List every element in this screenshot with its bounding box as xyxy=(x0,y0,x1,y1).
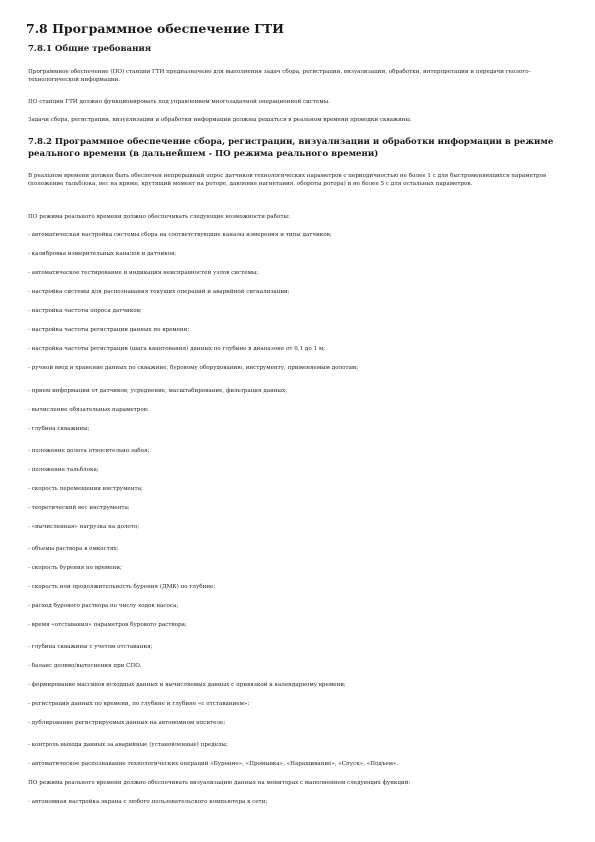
list-item: - контроль выхода данных за аварийные (установленные) пределы; xyxy=(28,742,228,748)
paragraph-781-3: Задачи сбора, регистрации, визуализации и обработки информации должны решаться в реальном времени проводки скважины. xyxy=(28,117,412,123)
list-item: - расход бурового раствора по числу ходов насоса; xyxy=(28,603,179,609)
list-item: - прием информации от датчиков, усреднение, масштабирование, фильтрация данных; xyxy=(28,388,288,394)
section-title: 7.8 Программное обеспечение ГТИ xyxy=(26,21,284,36)
list-item: - калибровка измерительных каналов и датчиков; xyxy=(28,251,177,257)
list-item: - положение тальблока; xyxy=(28,467,99,473)
subsection-heading-781: 7.8.1 Общие требования xyxy=(28,44,152,54)
list-item: - настройка системы для распознавания текущих операций и аварийной сигнализации; xyxy=(28,289,290,295)
list-item: - настройка частоты опроса датчиков; xyxy=(28,308,142,314)
subsection-heading-782: 7.8.2 Программное обеспечение сбора, регистрации, визуализации и обработки информации в режиме реального времени (в дальнейшем - ПО режима реального времени) xyxy=(28,137,554,159)
list-item: - скорость бурения по времени; xyxy=(28,565,122,571)
list-item: - время «отставания» параметров бурового раствора; xyxy=(28,622,187,628)
list-item: - «вычисленная» нагрузка на долото; xyxy=(28,524,140,530)
list-item: - скорость или продолжительность бурения (ДМК) по глубине; xyxy=(28,584,216,590)
paragraph-782-1: В реальном времени должен быть обеспечен непрерывный опрос датчиков технологических параметров с периодичностью не более 1 с для быстроменяющихся параметров (положение тальблока, вес на крюке, крутящий момент на роторе, давление нагнетания, обороты ротора) и не более 5 с для остальных параметров. xyxy=(28,173,547,187)
list-item: - положение долота относительно забоя; xyxy=(28,448,150,454)
paragraph-781-1: Программное обеспечение (ПО) станции ГТИ предназначено для выполнения задач сбора, регистрации, визуализации, обработки, интерпретации и передачи геолого-технологической информации. xyxy=(28,69,531,83)
paragraph-782-2: ПО режима реального времени должно обеспечивать следующие возможности работы: xyxy=(28,214,290,220)
list-item: - автоматическое распознавание технологических операций «Бурение», «Промывка», «Наращивание», «Спуск», «Подъем». xyxy=(28,761,399,767)
list-item: - скорость перемещения инструмента; xyxy=(28,486,143,492)
list-item: - объемы раствора в емкостях; xyxy=(28,546,119,552)
list-item: - ручной ввод и хранение данных по скважине, буровому оборудованию, инструменту, применяемым долотам; xyxy=(28,365,359,371)
list-item: - автоматическое тестирование и индикация неисправностей узлов системы; xyxy=(28,270,259,276)
list-item: - вычисление обязательных параметров: xyxy=(28,407,149,413)
list-item: - формирование массивов исходных данных и вычисляемых данных с привязкой к календарному времени; xyxy=(28,682,346,688)
list-item: - автоматическая настройка системы сбора на соответствующие каналы измерения и типы датчиков; xyxy=(28,232,332,238)
list-item: - дублирование регистрируемых данных на автономном носителе; xyxy=(28,720,226,726)
list-item: - глубина скважины; xyxy=(28,426,90,432)
paragraph-781-2: ПО станции ГТИ должно функционировать под управлением многозадачной операционной системы. xyxy=(28,99,330,105)
list-item: - автономная настройка экрана с любого пользовательского компьютера в сети; xyxy=(28,799,268,805)
list-item: - настройка частоты регистрации (шага квантования) данных по глубине в диапазоне от 0,1 до 1 м; xyxy=(28,346,326,352)
paragraph-782-3: ПО режима реального времени должно обеспечивать визуализацию данных на мониторах с выполнением следующих функций: xyxy=(28,780,411,786)
list-item: - баланс доливо/вытеснения при СПО. xyxy=(28,663,142,669)
list-item: - глубина скважины с учетом отставания; xyxy=(28,644,153,650)
list-item: - регистрация данных по времени, по глубине и глубине «с отставанием»; xyxy=(28,701,250,707)
list-item: - настройка частоты регистрации данных по времени; xyxy=(28,327,190,333)
list-item: - теоретический вес инструмента; xyxy=(28,505,130,511)
